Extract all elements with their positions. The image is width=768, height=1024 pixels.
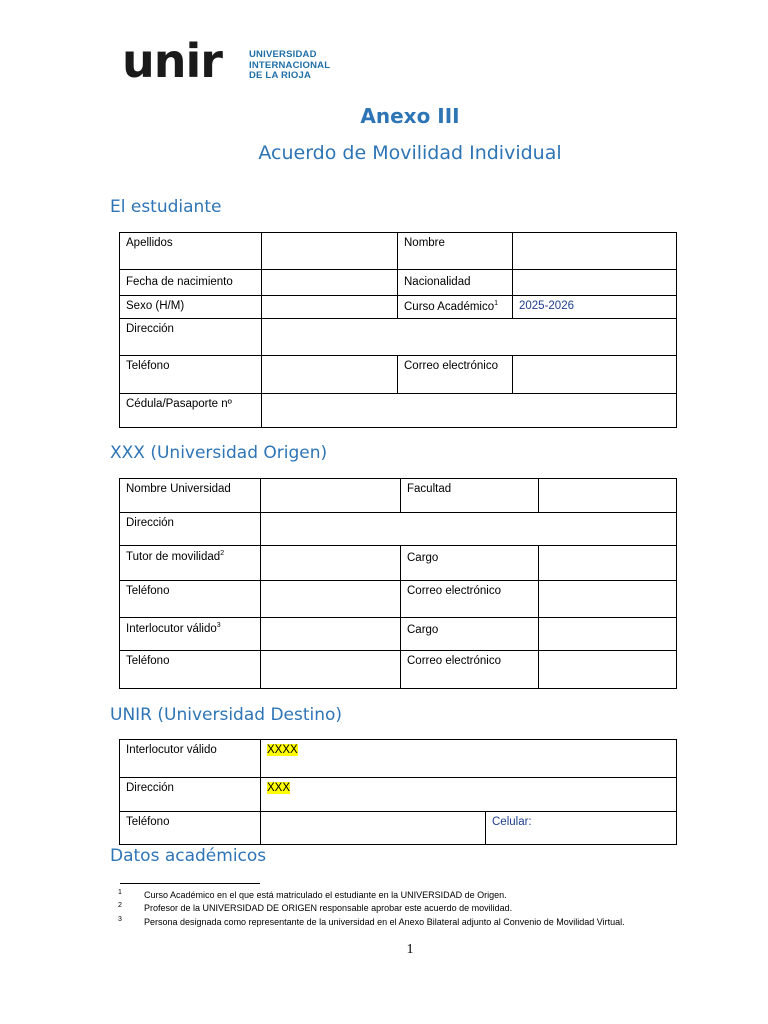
footnote-ref-2: 2 <box>220 550 225 557</box>
label-telefono: Teléfono <box>120 812 261 845</box>
label-nombre-universidad: Nombre Universidad <box>120 479 261 513</box>
footnote-ref-3: 3 <box>216 622 221 629</box>
cedula-field[interactable] <box>262 394 677 428</box>
label-apellidos: Apellidos <box>120 233 262 270</box>
document-subtitle: Acuerdo de Movilidad Individual <box>258 142 562 164</box>
footnote-text: Curso Académico en el que está matriculado el estudiante en la UNIVERSIDAD de Origen. <box>144 890 507 900</box>
apellidos-field[interactable] <box>262 233 398 270</box>
curso-academico-value[interactable]: 2025-2026 <box>513 296 677 319</box>
direccion-field[interactable] <box>261 513 677 546</box>
footnote-text: Persona designada como representante de la universidad en el Anexo Bilateral adjunto al Convenio de Movilidad Virtual. <box>144 917 625 927</box>
sexo-field[interactable] <box>262 296 398 319</box>
footnote-number: 3 <box>118 916 122 923</box>
label-nacionalidad: Nacionalidad <box>398 270 513 296</box>
origin-table <box>119 478 677 689</box>
label-telefono: Teléfono <box>120 581 261 618</box>
curso-label-text: Curso Académico <box>404 300 495 313</box>
label-telefono: Teléfono <box>120 651 261 689</box>
table-row <box>120 651 677 689</box>
footnote-2 <box>118 902 638 915</box>
label-nombre: Nombre <box>398 233 513 270</box>
nombre-universidad-field[interactable] <box>261 479 401 513</box>
label-curso-academico <box>398 296 513 319</box>
label-correo: Correo electrónico <box>398 356 513 394</box>
table-row <box>120 270 677 296</box>
logo-sub-line-2: INTERNACIONAL <box>249 59 331 71</box>
footnote-number: 2 <box>118 902 122 909</box>
section-heading-origin: XXX (Universidad Origen) <box>110 443 328 463</box>
telefono-field[interactable] <box>261 581 401 618</box>
label-telefono: Teléfono <box>120 356 262 394</box>
tutor-label-text: Tutor de movilidad <box>126 550 221 563</box>
telefono-field[interactable] <box>261 812 486 845</box>
label-interlocutor: Interlocutor válido <box>120 740 261 778</box>
label-cargo: Cargo <box>401 618 539 651</box>
label-interlocutor <box>120 618 261 651</box>
direccion-value: XXX <box>267 782 291 794</box>
label-facultad: Facultad <box>401 479 539 513</box>
footnote-ref-1: 1 <box>494 300 499 307</box>
footnote-number: 1 <box>118 889 122 896</box>
label-direccion: Dirección <box>120 778 261 812</box>
table-row <box>120 394 677 428</box>
interlocutor-field[interactable] <box>261 618 401 651</box>
label-fecha-nacimiento: Fecha de nacimiento <box>120 270 262 296</box>
table-row <box>120 513 677 546</box>
section-heading-destination: UNIR (Universidad Destino) <box>110 705 343 725</box>
correo-field[interactable] <box>539 651 677 689</box>
table-row <box>120 296 677 319</box>
telefono-field[interactable] <box>262 356 398 394</box>
logo-subtitle <box>249 50 330 82</box>
label-sexo: Sexo (H/M) <box>120 296 262 319</box>
section-heading-academic: Datos académicos <box>110 846 267 866</box>
table-row <box>120 546 677 581</box>
footnote-separator <box>120 883 260 884</box>
label-direccion: Dirección <box>120 319 262 356</box>
correo-field[interactable] <box>513 356 677 394</box>
page-number: 1 <box>406 942 414 957</box>
table-row <box>120 356 677 394</box>
fecha-nacimiento-field[interactable] <box>262 270 398 296</box>
direccion-field[interactable] <box>261 778 677 812</box>
logo-sub-line-1: UNIVERSIDAD <box>249 49 317 60</box>
table-row <box>120 233 677 270</box>
interlocutor-field[interactable] <box>261 740 677 778</box>
footnote-text: Profesor de la UNIVERSIDAD DE ORIGEN responsable aprobar este acuerdo de movilidad. <box>144 903 513 913</box>
footnote-1 <box>118 889 638 902</box>
celular-field[interactable]: Celular: <box>486 812 677 845</box>
logo-wordmark: unir <box>122 34 222 88</box>
direccion-field[interactable] <box>262 319 677 356</box>
document-title: Anexo III <box>360 104 460 128</box>
nombre-field[interactable] <box>513 233 677 270</box>
tutor-field[interactable] <box>261 546 401 581</box>
table-row <box>120 479 677 513</box>
student-table <box>119 232 677 428</box>
table-row <box>120 618 677 651</box>
destination-table <box>119 739 677 845</box>
label-correo: Correo electrónico <box>401 651 539 689</box>
table-row <box>120 812 677 845</box>
nacionalidad-field[interactable] <box>513 270 677 296</box>
table-row <box>120 581 677 618</box>
label-cargo: Cargo <box>401 546 539 581</box>
section-heading-student: El estudiante <box>110 197 222 217</box>
table-row <box>120 740 677 778</box>
unir-logo <box>122 34 332 92</box>
logo-sub-line-3: DE LA RIOJA <box>249 70 312 81</box>
telefono-field[interactable] <box>261 651 401 689</box>
cargo-field[interactable] <box>539 618 677 651</box>
facultad-field[interactable] <box>539 479 677 513</box>
interlocutor-value: XXXX <box>267 744 298 756</box>
footnote-3 <box>118 916 638 929</box>
label-cedula: Cédula/Pasaporte nº <box>120 394 262 428</box>
cargo-field[interactable] <box>539 546 677 581</box>
table-row <box>120 319 677 356</box>
correo-field[interactable] <box>539 581 677 618</box>
label-correo: Correo electrónico <box>401 581 539 618</box>
label-direccion: Dirección <box>120 513 261 546</box>
interlocutor-label-text: Interlocutor válido <box>126 622 217 635</box>
table-row <box>120 778 677 812</box>
label-tutor <box>120 546 261 581</box>
